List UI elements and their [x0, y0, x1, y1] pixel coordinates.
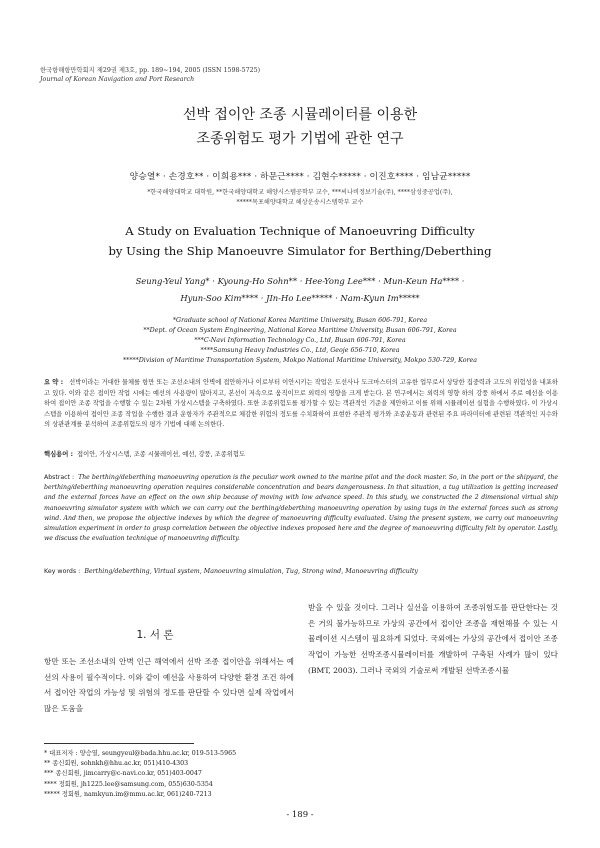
- journal-citation-ko: 한국항해항만학회지 제29권 제3호, pp. 189~194, 2005 (ISSN 1598-5725): [40, 67, 261, 74]
- page-number: - 189 -: [286, 810, 314, 820]
- affiliation-ko-line-1: *한국해양대학교 대학원, **한국해양대학교 해양시스템공학부 교수, ***씨나비정보기술(주), ****삼성중공업(주),: [147, 189, 453, 196]
- keywords-ko-label: 핵심용어 :: [44, 451, 74, 458]
- keywords-en-text: Berthing/deberthing, Virtual system, Manoeuvring simulation, Tug, Strong wind, Manoeuvring difficulty: [84, 568, 418, 575]
- affiliation-en-4: ****Samsung Heavy Industries Co., Ltd, Geoje 656-710, Korea: [200, 347, 400, 354]
- abstract-ko-text: 선박이라는 거대한 물체를 항만 또는 조선소내의 안벽에 접안하거나 이로부터 이안시키는 작업은 도선사나 도크마스터의 고유한 업무로서 상당한 집중력과 고도의 위험성을 내포하고 있다. 이와 같은 접이안 작업 시에는 예선의 사용량이 많아지고, 본선이 저속으로 움직이므로 외력의 영향을 크게 받는다. 본 연구에서는 외력의 영향 하의 강풍 하에서 주로 예선을 이용하여 접이안 조종 작업을 수행할 수 있는 2차원 가상시스템을 구축하였다. 또한 조종위험도를 평가할 수 있는 객관적인 기준을 제안하고 이를 위해 시뮬레이션 실험을 수행하였다. 이 가상시스템을 이용하여 접이안 조종 작업을 수행한 결과 운항자가 주관적으로 체감한 위험의 정도를 수치화하여 표현한 주관적 평가와 조종운동과 관련된 주요 파라미터에 관련된 객관적인 지수와의 상관관계를 분석하여 조종위험도의 평가 기법에 대해 논의한다.: [44, 379, 559, 429]
- footnotes: [44, 749, 344, 800]
- authors-ko: 양승열* · 손경호** · 이희용*** · 하문근**** · 김현수***** · 이진호**** · 임남균*****: [129, 172, 471, 182]
- keywords-ko-text: 접이안, 가상시스템, 조종 시뮬레이션, 예선, 강풍, 조종위험도: [77, 451, 246, 458]
- affiliation-en-2: **Dept. of Ocean System Engineering, National Korea Maritime University, Busan 606-791, Korea: [143, 327, 457, 334]
- keywords-en: [44, 568, 558, 575]
- abstract-en-label: Abstract :: [44, 474, 75, 481]
- title-en-line-2: by Using the Ship Manoeuvre Simulator for Berthing/Deberthing: [108, 244, 492, 258]
- title-ko-line-1: 선박 접이안 조종 시뮬레이터를 이용한: [182, 107, 418, 123]
- section-heading-introduction: 1. 서 론: [136, 629, 174, 641]
- title-ko-line-2: 조종위험도 평가 기법에 관한 연구: [196, 131, 404, 147]
- abstract-ko: [44, 378, 558, 431]
- keywords-ko: [44, 449, 558, 458]
- journal-header: [40, 66, 260, 84]
- authors-en-line-2: Hyun-Soo Kim**** · JIn-Ho Lee***** · Nam-Kyun Im*****: [180, 293, 420, 303]
- footnote-4: **** 정회원, jh1225.lee@samsung.com, 055)630-5354: [44, 780, 213, 788]
- footnote-2: ** 종신회원, sohnkh@hhu.ac.kr, 051)410-4303: [44, 760, 189, 768]
- footnote-divider: [44, 743, 194, 744]
- abstract-en-text: The berthing/deberthing manoeuvring operation is the peculiar work owned to the marine pilot and the dock master. So, in the port or the shipyard, the berthing/deberthing manoeuvring operation requires considerable concentration and bears dangerousness. In that situation, a tug utilization is getting increased and the external forces have an effect on the own ship because of moving with low advance speed. In this study, we constructed the 2 dimensional virtual ship manoeuvring simulator system with which we can carry out the berthing/deberthing manoeuvring operation by using tugs in the external forces such as strong wind. And then, we propose the objective indexes by which the degree of manoeuvring difficulty evaluated. Using the present system, we carry out manoeuvring simulation experiment in order to grasp correlation between the objective indexes proposed here and the degree of manoeuvring difficulty felt by operator. Lastly, we discuss the evaluation technique of manoeuvring difficulty.: [44, 474, 558, 543]
- affiliation-en-1: *Graduate school of National Korea Maritime University, Busan 606-791, Korea: [172, 317, 428, 324]
- body-text-left-column: 항만 또는 조선소내의 안벽 인근 해역에서 선박 조종 접이안을 위해서는 예선의 사용이 필수적이다. 이와 같이 예선을 사용하여 다양한 환경 조건 하에서 접이안 작업의 가능성 및 위험의 정도를 판단할 수 있다면 실제 작업에서 많은 도움을: [44, 657, 294, 714]
- footnote-1: * 대표저자 : 양승열, seungyeul@bada.hhu.ac.kr, 019-513-5965: [44, 750, 237, 757]
- affiliation-ko-line-2: *****목포해양대학교 해상운송시스템학부 교수: [236, 199, 364, 206]
- journal-name-en: Journal of Korean Navigation and Port Research: [40, 76, 195, 83]
- affiliation-en-5: *****Division of Maritime Transportation System, Mokpo National Maritime University, Mokpo 530-729, Korea: [123, 357, 477, 364]
- affiliation-en-3: ***C-Navi Information Technology Co., Ltd, Busan 606-791, Korea: [194, 337, 406, 344]
- abstract-en: [44, 473, 558, 544]
- footnote-3: *** 종신회원, jimcarry@c-navi.co.kr, 051)403-0047: [44, 770, 202, 778]
- footnote-5: ***** 정회원, namkyun.im@mmu.ac.kr, 061)240-7213: [44, 790, 212, 798]
- keywords-en-label: Key words :: [44, 568, 81, 575]
- title-en-line-1: A Study on Evaluation Technique of Manoeuvring Difficulty: [125, 224, 475, 238]
- authors-en-line-1: Seung-Yeul Yang* · Kyoung-Ho Sohn** · Hee-Yong Lee*** · Mun-Keun Ha**** ·: [135, 276, 465, 286]
- abstract-ko-label: 요 약 :: [44, 379, 64, 386]
- body-text-right-column: 받을 수 있을 것이다. 그러나 실선을 이용하여 조종위험도를 판단한다는 것은 거의 불가능하므로 가상의 공간에서 접이안 조종을 재현해볼 수 있는 시뮬레이션 시스템이 필요하게 되었다. 국외에는 가상의 공간에서 접이안 조종 작업이 가능한 선박조종시뮬레이터를 개발하여 구축된 사례가 많이 있다(BMT, 2003). 그러나 국외의 기술로써 개발된 선박조종시뮬: [308, 603, 558, 675]
